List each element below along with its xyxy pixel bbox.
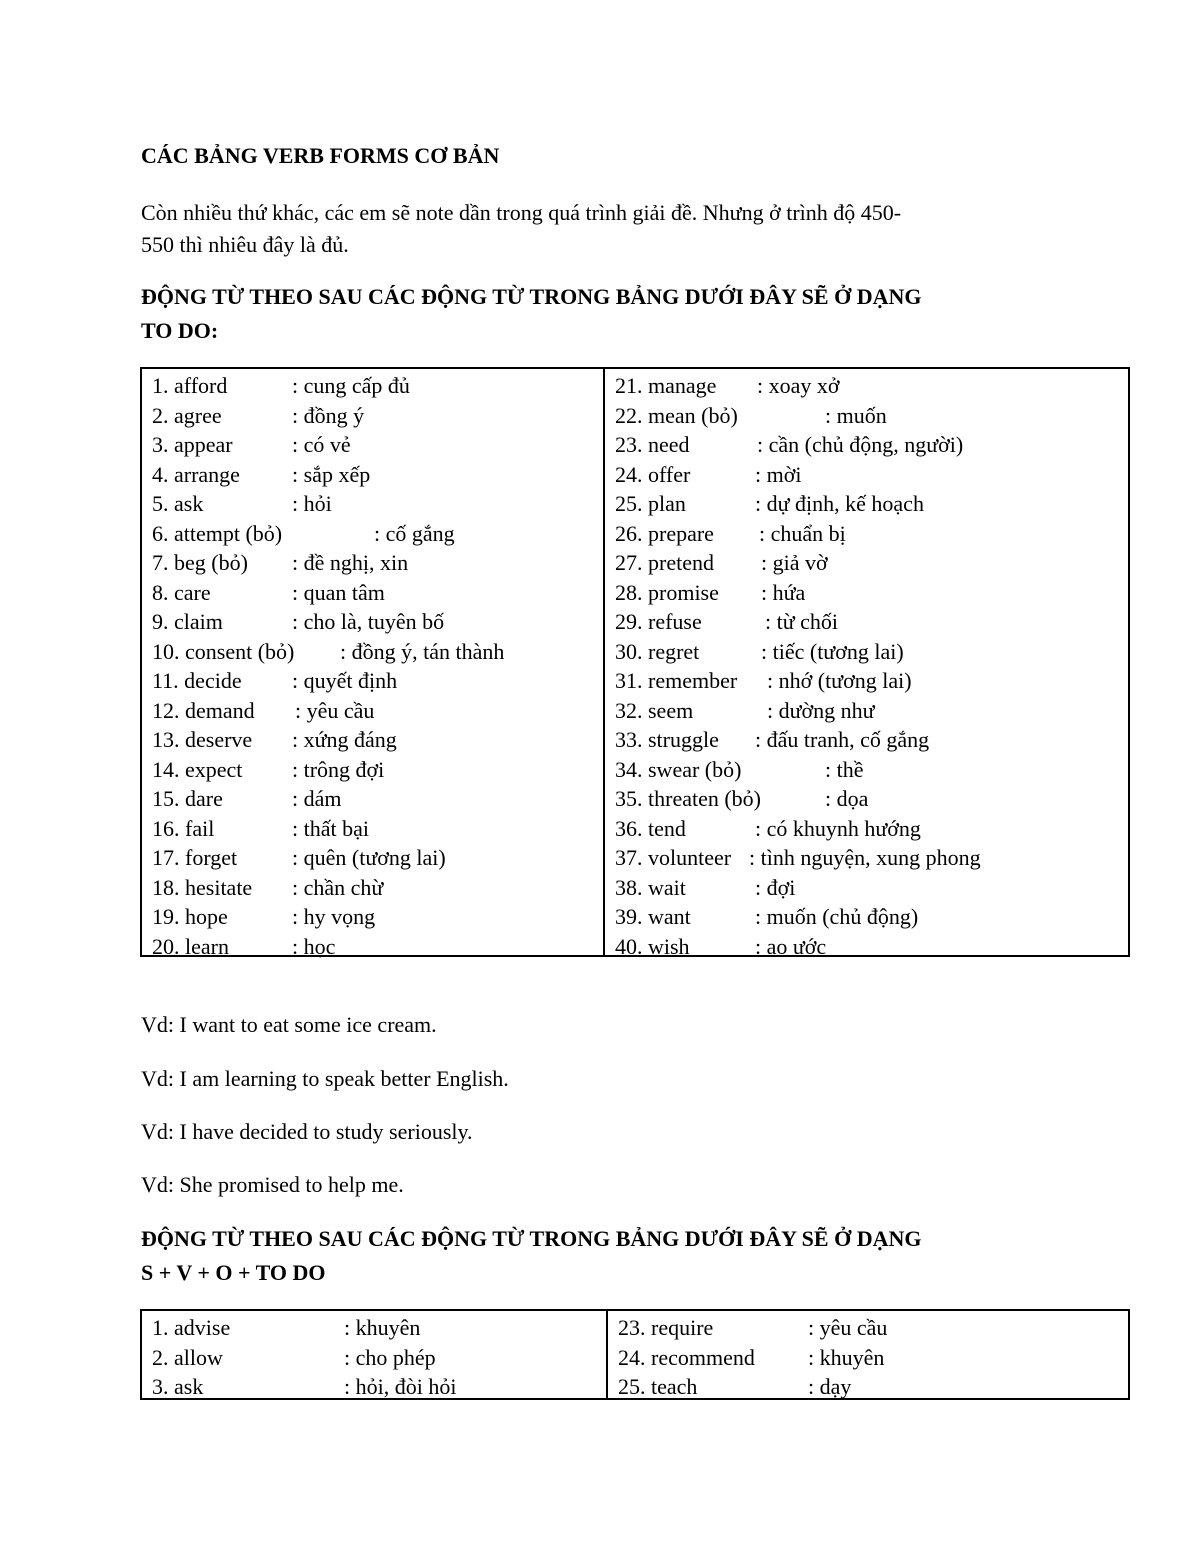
verb-word: 3. appear	[152, 432, 233, 457]
verb-word: 35. threaten (bỏ)	[615, 786, 761, 811]
verb-word: 2. agree	[152, 402, 222, 428]
verb-word: 1. afford	[152, 373, 228, 398]
verb-word: 4. arrange	[152, 461, 240, 487]
section2-heading-line-1: ĐỘNG TỪ THEO SAU CÁC ĐỘNG TỪ TRONG BẢNG DƯỚI ĐÂY SẼ Ở DẠNG	[141, 1226, 922, 1251]
verb-row	[152, 873, 603, 903]
verb-word: 28. promise	[615, 579, 719, 605]
verb-meaning: : có khuynh hướng	[755, 815, 921, 841]
verb-meaning: : muốn (chủ động)	[755, 904, 919, 929]
verb-word: 27. pretend	[615, 550, 714, 575]
verb-row	[152, 607, 603, 637]
verb-row	[618, 1313, 1130, 1343]
verb-meaning: : yêu cầu	[295, 697, 375, 723]
verb-word: 13. deserve	[152, 727, 253, 752]
verb-meaning: : hỏi, đòi hỏi	[344, 1374, 457, 1399]
verb-meaning: : yêu cầu	[808, 1315, 888, 1340]
verb-row	[615, 902, 1130, 932]
example-sentence: Vd: I have decided to study seriously.	[141, 1119, 473, 1144]
verb-meaning: : dạy	[808, 1374, 852, 1399]
verb-meaning: : đấu tranh, cố gắng	[755, 727, 930, 752]
verb-word: 29. refuse	[615, 609, 702, 634]
example-sentence: Vd: I want to eat some ice cream.	[141, 1012, 437, 1037]
verb-row	[152, 725, 603, 755]
verb-row	[618, 1372, 1130, 1402]
verb-word: 18. hesitate	[152, 874, 253, 900]
verb-word: 16. fail	[152, 815, 215, 841]
verb-meaning: : đề nghị, xin	[292, 550, 409, 575]
verb-word: 11. decide	[152, 668, 242, 693]
verb-meaning: : từ chối	[765, 609, 839, 634]
verb-word: 5. ask	[152, 491, 204, 516]
verb-row	[152, 696, 603, 726]
verb-row	[615, 460, 1130, 490]
verb-word: 31. remember	[615, 668, 738, 693]
verb-word: 2. allow	[152, 1344, 223, 1370]
verb-row	[615, 843, 1130, 873]
verb-meaning: : hứa	[761, 579, 806, 605]
verb-meaning: : quên (tương lai)	[292, 845, 446, 870]
verb-row	[152, 1313, 606, 1343]
verb-word: 15. dare	[152, 786, 223, 811]
verb-word: 38. wait	[615, 874, 686, 900]
verb-meaning: : có vẻ	[292, 432, 351, 457]
verb-meaning: : khuyên	[808, 1344, 885, 1370]
verb-row	[152, 371, 603, 401]
verb-word: 10. consent (bỏ)	[152, 638, 295, 664]
verb-meaning: : học	[292, 933, 336, 959]
verb-meaning: : quan tâm	[292, 579, 385, 605]
verb-row	[615, 371, 1130, 401]
verb-row	[615, 519, 1130, 549]
verb-row	[152, 1372, 606, 1402]
verb-word: 22. mean (bỏ)	[615, 402, 738, 428]
section1-heading-line-2: TO DO:	[141, 318, 219, 343]
verb-meaning: : hỏi	[292, 491, 332, 516]
verb-row	[615, 873, 1130, 903]
verb-word: 24. offer	[615, 461, 691, 487]
verb-word: 7. beg (bỏ)	[152, 550, 248, 575]
verb-meaning: : muốn	[825, 402, 887, 428]
verb-meaning: : cần (chủ động, người)	[757, 432, 964, 457]
verb-word: 23. require	[618, 1315, 714, 1340]
document-title: CÁC BẢNG VERB FORMS CƠ BẢN	[141, 143, 500, 168]
verb-word: 3. ask	[152, 1374, 204, 1399]
verb-meaning: : nhớ (tương lai)	[767, 668, 912, 693]
verb-meaning: : tình nguyện, xung phong	[749, 845, 981, 870]
verb-row	[152, 902, 603, 932]
verb-meaning: : cho là, tuyên bố	[292, 609, 445, 634]
verb-row	[615, 932, 1130, 962]
verb-meaning: : xoay xở	[757, 373, 840, 398]
verb-row	[615, 784, 1130, 814]
verb-meaning: : cố gắng	[374, 520, 455, 546]
example-sentence: Vd: I am learning to speak better English.	[141, 1066, 509, 1091]
to-do-table-left-column	[142, 369, 603, 959]
section2-heading-line-2: S + V + O + TO DO	[141, 1260, 326, 1285]
verb-row	[152, 1343, 606, 1373]
verb-row	[615, 814, 1130, 844]
verb-meaning: : tiếc (tương lai)	[761, 638, 904, 664]
to-do-verb-table	[140, 367, 1130, 957]
verb-meaning: : dọa	[825, 786, 869, 811]
intro-line-2: 550 thì nhiêu đây là đủ.	[141, 232, 349, 257]
verb-word: 36. tend	[615, 815, 686, 841]
verb-meaning: : đồng ý	[292, 402, 365, 428]
object-to-do-verb-table	[140, 1309, 1130, 1400]
verb-row	[152, 401, 603, 431]
object-table-left-column	[142, 1311, 606, 1398]
verb-meaning: : xứng đáng	[292, 727, 397, 752]
intro-line-1: Còn nhiều thứ khác, các em sẽ note dần trong quá trình giải đề. Nhưng ở trình độ 450-	[141, 200, 902, 225]
verb-meaning: : mời	[755, 461, 802, 487]
verb-word: 25. plan	[615, 491, 686, 516]
verb-meaning: : hy vọng	[292, 904, 376, 929]
verb-word: 6. attempt (bỏ)	[152, 520, 283, 546]
verb-meaning: : chuẩn bị	[759, 520, 846, 546]
verb-meaning: : giả vờ	[761, 550, 828, 575]
verb-word: 40. wish	[615, 933, 690, 959]
verb-meaning: : dường như	[767, 697, 875, 723]
verb-row	[615, 578, 1130, 608]
verb-word: 30. regret	[615, 638, 700, 664]
verb-row	[152, 489, 603, 519]
verb-word: 26. prepare	[615, 520, 714, 546]
verb-word: 33. struggle	[615, 727, 719, 752]
verb-row	[152, 932, 603, 962]
verb-word: 14. expect	[152, 756, 243, 782]
verb-row	[615, 666, 1130, 696]
verb-row	[152, 784, 603, 814]
verb-meaning: : đợi	[755, 874, 796, 900]
verb-meaning: : thề	[825, 756, 864, 782]
verb-word: 24. recommend	[618, 1344, 755, 1370]
verb-word: 25. teach	[618, 1374, 698, 1399]
verb-meaning: : sắp xếp	[292, 461, 371, 487]
to-do-table-right-column	[603, 369, 1130, 959]
verb-row	[152, 430, 603, 460]
verb-meaning: : ao ước	[755, 933, 827, 959]
verb-word: 39. want	[615, 904, 691, 929]
verb-meaning: : trông đợi	[292, 756, 385, 782]
verb-row	[152, 814, 603, 844]
verb-row	[615, 548, 1130, 578]
verb-word: 23. need	[615, 432, 690, 457]
verb-row	[615, 725, 1130, 755]
verb-meaning: : cho phép	[344, 1344, 436, 1370]
verb-row	[615, 489, 1130, 519]
verb-meaning: : cung cấp đủ	[292, 373, 410, 398]
verb-row	[615, 696, 1130, 726]
verb-meaning: : dám	[292, 786, 342, 811]
verb-row	[615, 401, 1130, 431]
verb-row	[152, 755, 603, 785]
verb-meaning: : thất bại	[292, 815, 369, 841]
verb-meaning: : quyết định	[292, 668, 398, 693]
verb-word: 12. demand	[152, 697, 255, 723]
example-sentence: Vd: She promised to help me.	[141, 1172, 404, 1197]
verb-word: 37. volunteer	[615, 845, 732, 870]
verb-word: 9. claim	[152, 609, 223, 634]
verb-meaning: : khuyên	[344, 1315, 421, 1340]
verb-meaning: : dự định, kế hoạch	[755, 491, 924, 516]
verb-row	[152, 548, 603, 578]
verb-row	[152, 637, 603, 667]
verb-row	[618, 1343, 1130, 1373]
verb-word: 34. swear (bỏ)	[615, 756, 742, 782]
verb-word: 32. seem	[615, 697, 694, 723]
verb-meaning: : chần chừ	[292, 874, 384, 900]
section1-heading-line-1: ĐỘNG TỪ THEO SAU CÁC ĐỘNG TỪ TRONG BẢNG DƯỚI ĐÂY SẼ Ở DẠNG	[141, 284, 922, 309]
verb-word: 8. care	[152, 579, 211, 605]
verb-row	[152, 666, 603, 696]
verb-word: 1. advise	[152, 1315, 231, 1340]
verb-word: 19. hope	[152, 904, 228, 929]
verb-row	[152, 843, 603, 873]
verb-row	[615, 637, 1130, 667]
verb-row	[615, 607, 1130, 637]
verb-meaning: : đồng ý, tán thành	[340, 638, 505, 664]
verb-row	[615, 755, 1130, 785]
verb-word: 17. forget	[152, 845, 238, 870]
verb-word: 21. manage	[615, 373, 717, 398]
verb-row	[615, 430, 1130, 460]
verb-row	[152, 460, 603, 490]
object-table-right-column	[606, 1311, 1130, 1398]
verb-row	[152, 519, 603, 549]
verb-word: 20. learn	[152, 933, 229, 959]
verb-row	[152, 578, 603, 608]
